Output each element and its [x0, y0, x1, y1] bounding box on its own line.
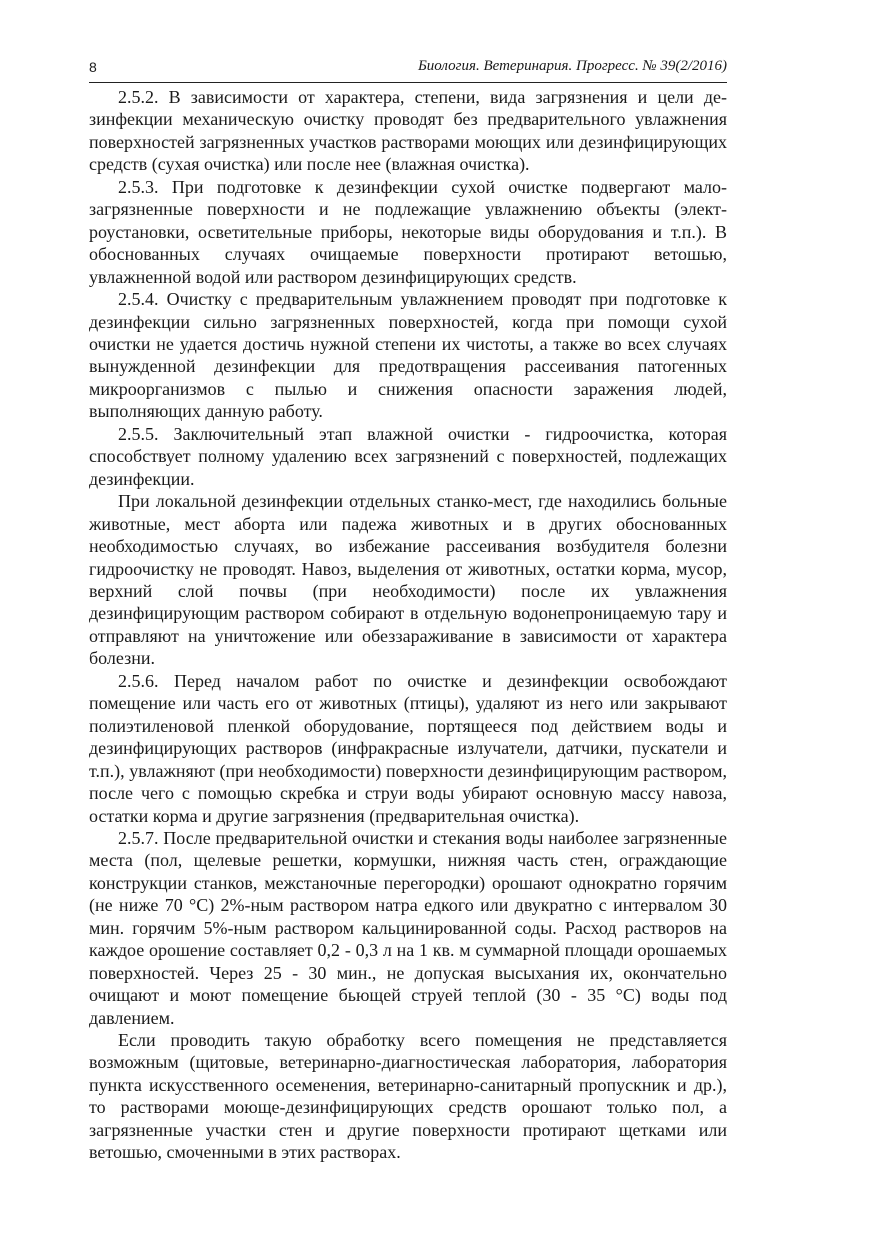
paragraph-2-5-3: 2.5.3. При подготовке к дезинфекции сухой очистке подвергают малозагрязненные поверхности и не подлежащие увлажнению объекты (электроустановки, осветительные приборы, некоторые виды оборудования и т.п.). В обоснованных случаях очищаемые поверхности протирают ветошью, увлажненной водой или раствором дезинфицирующих средств. — [89, 176, 727, 287]
paragraph-2-5-2: 2.5.2. В зависимости от характера, степени, вида загрязнения и цели дезинфекции механическую очистку проводят без предварительного увлажнения поверхностей загрязненных участков растворами моющих или дезинфицирующих средств (сухая очистка) или после нее (влажная очистка). — [89, 87, 727, 175]
paragraph-2-5-7: 2.5.7. После предварительной очистки и стекания воды наиболее загрязненные места (пол, щелевые решетки, кормушки, нижняя часть стен, ограждающие конструкции станков, межстаночные перегородки) орошают однократно горячим (не ниже 70 °С) 2%-ным раствором натра едкого или двукратно с интервалом 30 мин. горячим 5%-ным раствором кальцинированной соды. Расход растворов на каждое орошение составляет 0,2 - 0,3 л на 1 кв. м суммарной площади орошаемых поверхностей. Через 25 - 30 мин., не допуская высыхания их, окончательно очищают и моют помещение бьющей струей теплой (30 - 35 °С) воды под давлением. — [89, 827, 727, 1028]
paragraph-partial-treatment: Если проводить такую обработку всего помещения не представляется возможным (щитовые, ветеринарно-диагностическая лаборатория, лаборатория пункта искусственного осеменения, ветеринарно-санитарный пропускник и др.), то растворами моюще-дезинфицирующих средств орошают только пол, а загрязненные участки стен и другие поверхности протирают щетками или ветошью, смоченными в этих растворах. — [89, 1030, 727, 1163]
paragraph-local-disinfection: При локальной дезинфекции отдельных станко-мест, где находились больные животные, мест аборта или падежа животных и в других обоснованных необходимостью случаях, во избежание рассеивания возбудителя болезни гидроочистку не проводят. Навоз, выделения от животных, остатки корма, мусор, верхний слой почвы (при необходимости) после их увлажнения дезинфицирующим раствором собирают в отдельную водонепроницаемую тару и отправляют на уничтожение или обеззараживание в зависимости от характера болезни. — [89, 491, 727, 669]
page-number: 8 — [89, 59, 97, 75]
page-header — [89, 58, 727, 83]
article-body — [89, 86, 727, 1164]
journal-running-title: Биология. Ветеринария. Прогресс. № 39(2/2016) — [417, 58, 727, 74]
paragraph-2-5-6: 2.5.6. Перед началом работ по очистке и дезинфекции освобождают помещение или часть его от животных (птицы), удаляют из него или закрывают полиэтиленовой пленкой оборудование, портящееся под действием воды и дезинфицирующих растворов (инфракрасные излучатели, датчики, пускатели и т.п.), увлажняют (при необходимости) поверхности дезинфицирующим раствором, после чего с помощью скребка и струи воды убирают основную массу навоза, остатки корма и другие загрязнения (предварительная очистка). — [89, 670, 727, 826]
paragraph-2-5-5: 2.5.5. Заключительный этап влажной очистки - гидроочистка, которая способствует полному удалению всех загрязнений с поверхностей, подлежащих дезинфекции. — [89, 423, 727, 489]
paragraph-2-5-4: 2.5.4. Очистку с предварительным увлажнением проводят при подготовке к дезинфекции сильно загрязненных поверхностей, когда при помощи сухой очистки не удается достичь нужной степени их чистоты, а также во всех случаях вынужденной дезинфекции для предотвращения рассеивания патогенных микроорганизмов с пылью и снижения опасности заражения людей, выполняющих данную работу. — [89, 289, 727, 422]
